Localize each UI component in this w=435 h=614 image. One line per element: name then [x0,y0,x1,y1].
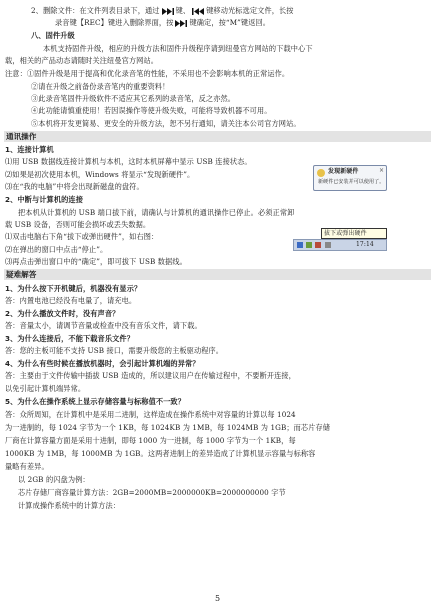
note-1: 注意：①固件升级是用于提高和优化录音笔的性能，不采用也不会影响本机的正常运作。 [5,69,290,78]
delete-instruction-line1: 2、删除文件：在文件列表目录下，通过 键、 键移动光标选定文件，长按 [31,6,294,15]
answer-5-line-1: 答：众所周知，在计算机中是采用二进制，这样造成在操作系统中对容量的计算以每 1024 [5,410,296,419]
example-vendor-calc: 芯片存储厂商容量计算方法：2GB=2000MB=2000000KB=2000000000 字节 [18,488,286,497]
example-intro: 以 2GB 的闪盘为例： [18,475,90,484]
question-5: 5、为什么在操作系统上显示存储容量与标称值不一致？ [5,397,186,406]
next-key-icon [174,20,188,27]
info-icon [317,169,325,177]
popup-text: 新硬件已安装并可以使用了。 [318,179,385,185]
question-4: 4、为什么有些时候在播放机器时，会引起计算机端的异常？ [5,359,200,368]
disconnect-step-3: ⑶再点击弹出窗口中的“确定”，即可拔下 USB 数据线。 [5,257,187,266]
answer-5-line-2: 为一进制的，每 1024 字节为一个 1KB，每 1024KB 为 1MB，每 1024MB 为 1GB；而芯片存储 [5,423,331,432]
page-number: 5 [214,594,221,603]
answer-5-line-4: 1000KB 为 1MB，每 1000MB 为 1GB。这两者进制上的差异造成了计算机显示容量与标称容 [5,449,316,458]
eject-tooltip[interactable]: 拔下或弹出硬件 [321,228,387,239]
note-5: ⑤本机将开发更简易、更安全的升级方法，恕不另行通知，请关注本公司官方网站。 [31,119,301,128]
section-bar-troubleshooting: 疑难解答 [4,269,431,280]
disconnect-title: 2、中断与计算机的连接 [5,195,83,204]
usb-device-icon[interactable] [306,242,312,248]
note-3: ③此录音笔固件升级软件不适应其它系列的录音笔，反之亦然。 [31,94,236,103]
new-hardware-popup [313,165,387,191]
answer-4-line-2: 以免引起计算机端异常。 [5,384,86,393]
firmware-paragraph-2: 载，相关的产品动态请随时关注纽曼官方网站。 [5,56,159,65]
answer-5-line-3: 厂商在计算容量方面是采用十进制，即每 1000 为一进制，每 1000 字节为一个 1KB，每 [5,436,296,445]
section-firmware-title: 八、固件升级 [31,31,75,40]
example-os-calc: 计算成操作系统中的计算方法： [18,501,121,510]
connect-title: 1、连接计算机 [5,145,54,154]
system-tray [293,239,387,251]
eject-hardware-taskbar [293,228,386,249]
delete-instruction-line2: 录音键【REC】键进入删除界面，按 键确定，按“M”键返回。 [55,18,271,27]
question-1: 1、为什么按下开机键后，机器没有显示？ [5,284,142,293]
section-bar-communication: 通讯操作 [4,131,431,142]
tray-clock: 17:14 [356,241,374,248]
note-4: ④此功能请慎重使用！若因误操作等使升级失败，可能将导致机器不可用。 [31,106,272,115]
connect-step-3: ⑶在“我的电脑”中将会出现新磁盘的盘符。 [5,182,144,191]
disconnect-step-1: ⑴双击电脑右下角“拔下或弹出硬件”，如右图： [5,232,159,241]
answer-5-line-5: 量略有差异。 [5,462,49,471]
prev-key-icon [191,8,205,15]
close-icon[interactable]: × [379,167,385,174]
note-2: ②请在升级之前备份录音笔内的重要资料！ [31,82,170,91]
network-icon[interactable] [297,242,303,248]
next-key-icon [161,8,175,15]
question-3: 3、为什么连接后，不能下载音乐文件？ [5,334,134,343]
answer-2: 答：音量太小，请调节音量或检查中没有音乐文件，请下载。 [5,321,202,330]
answer-3: 答：您的主板可能不支持 USB 接口，需要升级您的主板驱动程序。 [5,346,224,355]
connect-step-1: ⑴用 USB 数据线连接计算机与本机，这时本机屏幕中显示 USB 连接状态。 [5,157,252,166]
disconnect-paragraph-2: 载 USB 设备，否则可能会损坏或丢失数据。 [5,220,151,229]
safely-remove-icon[interactable] [315,242,321,248]
popup-title: 发现新硬件 [328,168,359,175]
answer-4-line-1: 答：主要由于文件传输中插拔 USB 造成的，所以建议用户在传输过程中，不要断开连接， [5,371,296,380]
connect-step-2: ⑵如果是初次使用本机，Windows 将显示“发现新硬件”。 [5,170,195,179]
volume-icon[interactable] [325,242,331,248]
disconnect-step-2: ⑵在弹出的窗口中点击“停止”。 [5,245,108,254]
firmware-paragraph-1: 本机支持固件升级，相应的升级方法和固件升级程序请到纽曼官方网站的下载中心下 [43,44,313,53]
answer-1: 答：内置电池已经没有电量了，请充电。 [5,296,137,305]
disconnect-paragraph-1: 把本机从计算机的 USB 端口拔下前，请确认与计算机的通讯操作已停止。必须正常卸 [18,208,295,217]
question-2: 2、为什么播放文件时，没有声音？ [5,309,120,318]
